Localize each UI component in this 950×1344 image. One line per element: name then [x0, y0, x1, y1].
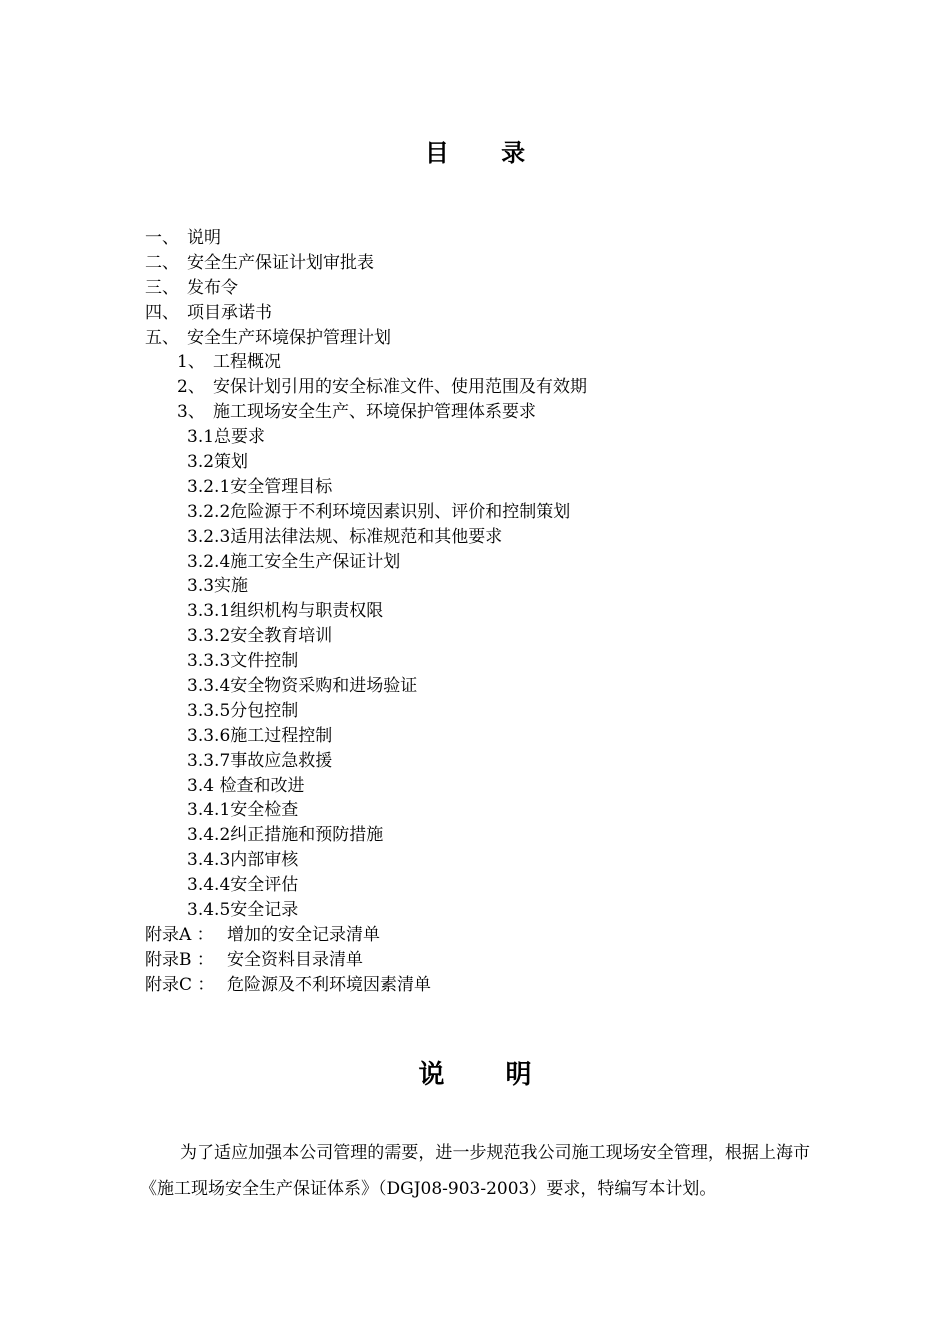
toc-entry [145, 475, 890, 500]
toc-entry [145, 400, 890, 425]
toc-entry-text: 发布令 [187, 277, 238, 298]
toc-entry-number: 三、 [145, 277, 179, 298]
toc-entry-number: 3.2.2 [187, 501, 231, 522]
toc-entry [145, 699, 890, 724]
toc-entry-text: 总要求 [214, 427, 266, 448]
toc-entry-number: 3.3.6 [187, 725, 231, 746]
toc-entry-number: 3.4.2 [187, 825, 231, 846]
toc-entry-number: 3.3.5 [187, 700, 231, 721]
section-title: 说 明 [418, 1060, 558, 1090]
toc-entry-number: 二、 [145, 252, 179, 273]
toc-entry [145, 873, 890, 898]
toc-entry [145, 798, 890, 823]
toc-entry-text: 实施 [214, 576, 249, 597]
toc-entry [145, 823, 890, 848]
toc-entry-text: 安全教育培训 [230, 626, 333, 647]
toc-entry [145, 301, 890, 326]
toc-entry [145, 450, 890, 475]
toc-entry-text: 检查和改进 [214, 775, 305, 796]
toc-entry-number: 3.4.4 [187, 875, 231, 896]
toc-entry-number: 3.3.1 [187, 601, 231, 622]
toc-entry-number: 3.4.3 [187, 850, 231, 871]
toc-entry-text: 安全管理目标 [230, 476, 333, 497]
toc-entry-text: 危险源及不利环境因素清单 [227, 974, 431, 995]
toc-entry [145, 649, 890, 674]
toc-entry-number: 2、 [177, 377, 205, 398]
toc-entry [145, 749, 890, 774]
toc-entry [145, 624, 890, 649]
toc-entry-number: 附录C ： [145, 974, 215, 995]
toc-entry-text: 项目承诺书 [187, 302, 272, 323]
toc-entry-text: 适用法律法规、标准规范和其他要求 [230, 526, 503, 547]
toc-entry-number: 3.3.3 [187, 651, 231, 672]
toc-entry-number: 3.3 [187, 576, 215, 597]
toc-entry-text: 施工安全生产保证计划 [230, 551, 401, 572]
toc-entry [145, 550, 890, 575]
toc-entry-number: 3.3.4 [187, 676, 231, 697]
toc-entry [145, 425, 890, 450]
toc-entry-text: 安全资料目录清单 [227, 949, 363, 970]
toc-entry-text: 纠正措施和预防措施 [230, 825, 384, 846]
toc-entry-text: 施工现场安全生产、环境保护管理体系要求 [213, 402, 536, 423]
toc-entry [145, 350, 890, 375]
toc-entry [145, 898, 890, 923]
toc-entry [145, 948, 890, 973]
toc-entry-number: 3.2.3 [187, 526, 231, 547]
toc-entry-text: 事故应急救援 [230, 750, 333, 771]
toc-entry-number: 3.4 [187, 775, 215, 796]
toc-entry [145, 500, 890, 525]
toc-entry-number: 3.4.1 [187, 800, 231, 821]
toc-entry-number: 3.3.2 [187, 626, 231, 647]
page-title: 目 录 [424, 138, 548, 167]
toc-entry-number: 四、 [145, 302, 179, 323]
toc-entry-text: 增加的安全记录清单 [227, 924, 380, 945]
toc-entry-number: 附录B ： [145, 949, 214, 970]
toc-entry-text: 安全检查 [230, 800, 299, 821]
toc-entry-text: 组织机构与职责权限 [230, 601, 384, 622]
toc-entry [145, 923, 890, 948]
toc-entry [145, 276, 890, 301]
toc-entry-text: 危险源于不利环境因素识别、评价和控制策划 [230, 501, 571, 522]
toc-entry [145, 724, 890, 749]
toc-entry-number: 3.4.5 [187, 900, 231, 921]
toc-entry-number: 1、 [177, 352, 205, 373]
toc-entry-number: 3.2.1 [187, 476, 231, 497]
toc-entry-text: 分包控制 [230, 700, 299, 721]
toc-entry [145, 973, 890, 998]
toc-entry [145, 848, 890, 873]
section-body-text: 为了适应加强本公司管理的需要，进一步规范我公司施工现场安全管理，根据上海市《施工现场安全生产保证体系》（DGJ08-903-2003）要求，特编写本计划。 [140, 1143, 810, 1199]
toc-entry-text: 安保计划引用的安全标准文件、使用范围及有效期 [213, 377, 587, 398]
toc-entry-number: 3.3.7 [187, 750, 231, 771]
table-of-contents [145, 226, 890, 998]
toc-entry [145, 375, 890, 400]
toc-entry [145, 674, 890, 699]
toc-entry-text: 施工过程控制 [230, 725, 333, 746]
toc-entry [145, 226, 890, 251]
toc-entry-text: 策划 [214, 452, 249, 473]
toc-entry-text: 内部审核 [230, 850, 299, 871]
toc-entry-text: 工程概况 [213, 352, 281, 373]
toc-entry-number: 3.2 [187, 452, 215, 473]
toc-entry-text: 安全物资采购和进场验证 [230, 676, 418, 697]
toc-entry [145, 251, 890, 276]
toc-entry [145, 525, 890, 550]
toc-entry [145, 326, 890, 351]
toc-entry-number: 3、 [177, 402, 205, 423]
toc-entry-text: 说明 [187, 228, 221, 248]
toc-entry [145, 599, 890, 624]
toc-entry-text: 安全记录 [230, 900, 299, 921]
toc-entry-number: 附录A ： [145, 924, 214, 945]
toc-entry-number: 一、 [145, 228, 179, 248]
toc-entry-text: 安全生产环境保护管理计划 [187, 327, 391, 348]
toc-entry [145, 574, 890, 599]
toc-entry-number: 3.1 [187, 427, 215, 448]
toc-entry-text: 文件控制 [230, 651, 299, 672]
toc-entry-number: 3.2.4 [187, 551, 231, 572]
toc-entry-text: 安全生产保证计划审批表 [187, 252, 374, 273]
toc-entry-text: 安全评估 [230, 875, 299, 896]
toc-entry [145, 774, 890, 799]
toc-entry-number: 五、 [145, 327, 179, 348]
